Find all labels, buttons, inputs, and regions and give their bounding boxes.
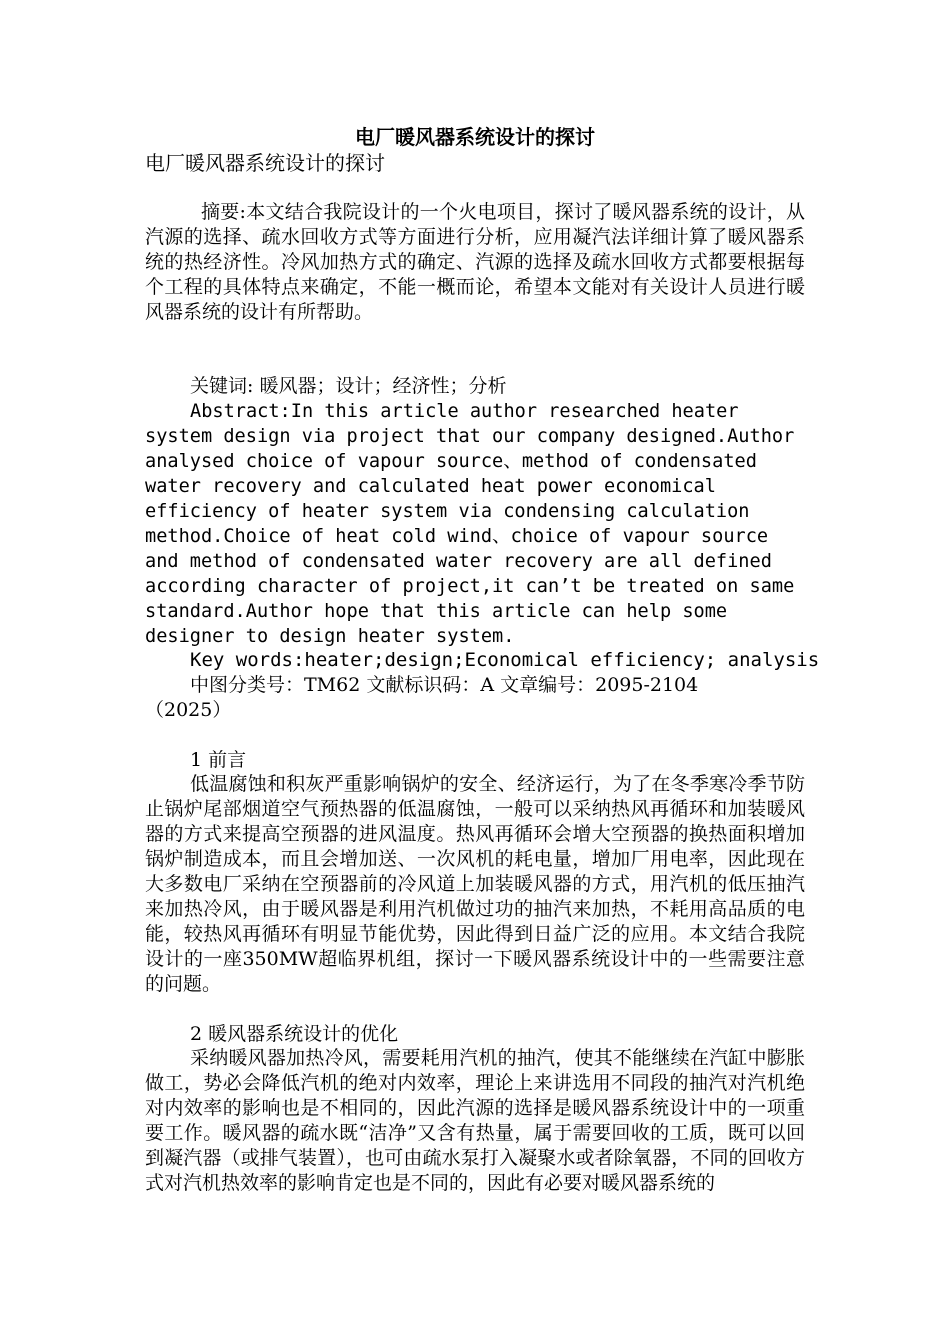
abstract-en: Abstract:In this article author researched heater system design via project that our company designed.Author analysed choice of vapour source、method of condensated water recovery and calculated heat power economical efficiency of heater system via condensing calculation method.Choice of heat cold wind、choice of vapour source and method of condensated water recovery are all defined according character of project,it can’t be treated on same standard.Author hope that this article can help some designer to design heater system.	[145, 401, 795, 647]
section1-heading: 1 前言	[190, 749, 247, 771]
section2-heading: 2 暖风器系统设计的优化	[190, 1023, 399, 1045]
section2-body: 采纳暖风器加热冷风，需要耗用汽机的抽汽，使其不能继续在汽缸中膨胀做工，势必会降低汽机的绝对内效率，理论上来讲选用不同段的抽汽对汽机绝对内效率的影响也是不相同的，因此汽源的选择是暖风器系统设计中的一项重要工作。暖风器的疏水既“洁净”又含有热量，属于需要回收的工质，既可以回到凝汽器（或排气装置），也可由疏水泵打入凝聚水或者除氧器，不同的回收方式对汽机热效率的影响肯定也是不同的，因此有必要对暖风器系统的	[145, 1047, 805, 1194]
keywords-cn: 关键词: 暖风器；设计；经济性；分析	[190, 375, 507, 397]
document-subtitle: 电厂暖风器系统设计的探讨	[145, 151, 385, 175]
classification-line: 中图分类号：TM62 文献标识码：A 文章编号：2095-2104（2025）	[145, 674, 699, 721]
section1-body: 低温腐蚀和积灰严重影响锅炉的安全、经济运行，为了在冬季寒冷季节防止锅炉尾部烟道空气预热器的低温腐蚀，一般可以采纳热风再循环和加装暖风器的方式来提高空预器的进风温度。热风再循环会增大空预器的换热面积增加锅炉制造成本，而且会增加送、一次风机的耗电量，增加厂用电率，因此现在大多数电厂采纳在空预器前的冷风道上加装暖风器的方式，用汽机的低压抽汽来加热冷风，由于暖风器是利用汽机做过功的抽汽来加热，不耗用高品质的电能，较热风再循环有明显节能优势，因此得到日益广泛的应用。本文结合我院设计的一座350MW超临界机组，探讨一下暖风器系统设计中的一些需要注意的问题。	[145, 773, 805, 995]
keywords-en: Key words:heater;design;Economical efficiency; analysis	[190, 649, 820, 671]
abstract-cn: 摘要:本文结合我院设计的一个火电项目，探讨了暖风器系统的设计，从汽源的选择、疏水回收方式等方面进行分析，应用凝汽法详细计算了暖风器系统的热经济性。冷风加热方式的确定、汽源的选择及疏水回收方式都要根据每个工程的具体特点来确定，不能一概而论，希望本文能对有关设计人员进行暖风器系统的设计有所帮助。	[145, 201, 805, 323]
document-title: 电厂暖风器系统设计的探讨	[355, 125, 595, 149]
